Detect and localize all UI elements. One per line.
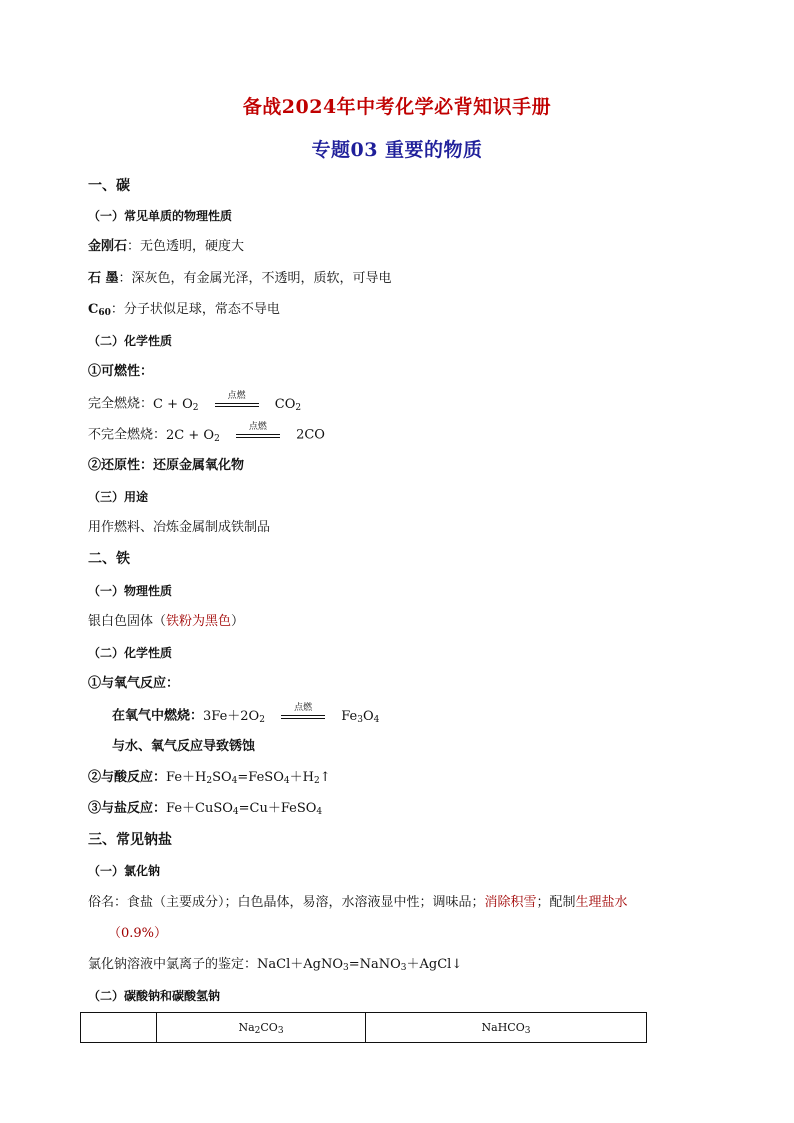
complete-combustion-label: 完全燃烧：: [88, 396, 154, 412]
sodium-sub-carbonates: （二）碳酸钠和碳酸氢钠: [88, 989, 221, 1003]
reaction-arrow: 点燃: [279, 707, 327, 725]
carbon-reducing: ②还原性：还原金属氧化物: [88, 458, 245, 473]
iron-burn-lhs: $3Fe+2O_2$: [203, 708, 265, 725]
iron-sub-chemical: （二）化学性质: [88, 646, 173, 660]
iron-acid-line: [88, 769, 331, 787]
c60-line: [88, 301, 280, 319]
diamond-text: ：无色透明，硬度大: [127, 239, 245, 254]
carbon-sub-uses: （三）用途: [88, 490, 149, 504]
complete-combustion-rhs: $CO_2$: [274, 396, 302, 413]
iron-burn-rhs: $Fe_3O_4$: [341, 708, 380, 725]
iron-acid-equation: $Fe+H_2SO_4=FeSO_4+H_2↑$: [166, 770, 331, 786]
c60-label: $C_{60}$: [88, 302, 111, 318]
incomplete-combustion-rhs: 2CO: [296, 427, 325, 443]
saline-concentration: （0.9%）: [108, 926, 168, 941]
document-subtitle: 专题03 重要的物质: [311, 139, 483, 161]
carbon-combustible: ①可燃性：: [88, 364, 154, 379]
carbon-uses: 用作燃料、冶炼金属制成铁制品: [88, 520, 271, 535]
complete-combustion-line: [88, 391, 302, 414]
iron-salt-equation: Fe＋CuSO$_4$=Cu＋FeSO$_4$: [166, 801, 323, 817]
section-heading-carbon: 一、碳: [88, 178, 130, 194]
carbonate-table: [80, 1012, 647, 1043]
iron-physical-line: 银白色固体（铁粉为黑色）: [88, 614, 245, 629]
iron-acid-label: ②与酸反应：: [88, 770, 167, 785]
nacl-common-line: 俗名：食盐（主要成分）；白色晶体，易溶，水溶液显中性；调味品；消除积雪；配制生理盐水: [88, 895, 628, 910]
table-header-na2co3: $Na_2CO_3$: [157, 1013, 366, 1043]
table-cell: [81, 1013, 157, 1043]
table-header-nahco3: NaHCO$_3$: [366, 1013, 647, 1043]
iron-oxygen: ①与氧气反应：: [88, 676, 180, 691]
diamond-label: 金刚石: [88, 239, 128, 254]
c60-text: ：分子状似足球，常态不导电: [110, 302, 280, 317]
iron-salt-line: [88, 800, 322, 818]
incomplete-combustion-label: 不完全燃烧：: [88, 427, 167, 443]
iron-burn-line: [112, 703, 380, 726]
table-row: [81, 1013, 647, 1043]
iron-powder-note: 铁粉为黑色: [166, 614, 232, 629]
document-title: 备战2024年中考化学必背知识手册: [242, 96, 552, 118]
carbon-sub-physical: （一）常见单质的物理性质: [88, 209, 233, 223]
diamond-line: [88, 238, 244, 256]
complete-combustion-lhs: $C + O_2$: [153, 396, 199, 413]
snow-removal: 消除积雪: [484, 895, 537, 910]
incomplete-combustion-line: [88, 422, 325, 445]
reaction-arrow: 点燃: [234, 426, 282, 444]
incomplete-combustion-lhs: $2C + O_2$: [166, 427, 220, 444]
section-heading-sodium: 三、常见钠盐: [88, 832, 172, 848]
chloride-test-line: 氯化钠溶液中氯离子的鉴定：NaCl＋AgNO$_3$=NaNO$_3$＋AgCl↓: [88, 957, 463, 973]
iron-sub-physical: （一）物理性质: [88, 584, 173, 598]
iron-rust: 与水、氧气反应导致锈蚀: [112, 739, 256, 754]
iron-burn-label: 在氧气中燃烧：: [112, 708, 204, 724]
carbon-sub-chemical: （二）化学性质: [88, 334, 173, 348]
section-heading-iron: 二、铁: [88, 551, 130, 567]
reaction-arrow: 点燃: [213, 395, 261, 413]
graphite-text: ：深灰色，有金属光泽，不透明，质软，可导电: [118, 271, 392, 286]
sodium-sub-nacl: （一）氯化钠: [88, 864, 161, 878]
saline: 生理盐水: [575, 895, 628, 910]
iron-salt-label: ③与盐反应：: [88, 801, 167, 816]
graphite-line: [88, 270, 392, 288]
graphite-label: 石 墨: [88, 271, 119, 286]
